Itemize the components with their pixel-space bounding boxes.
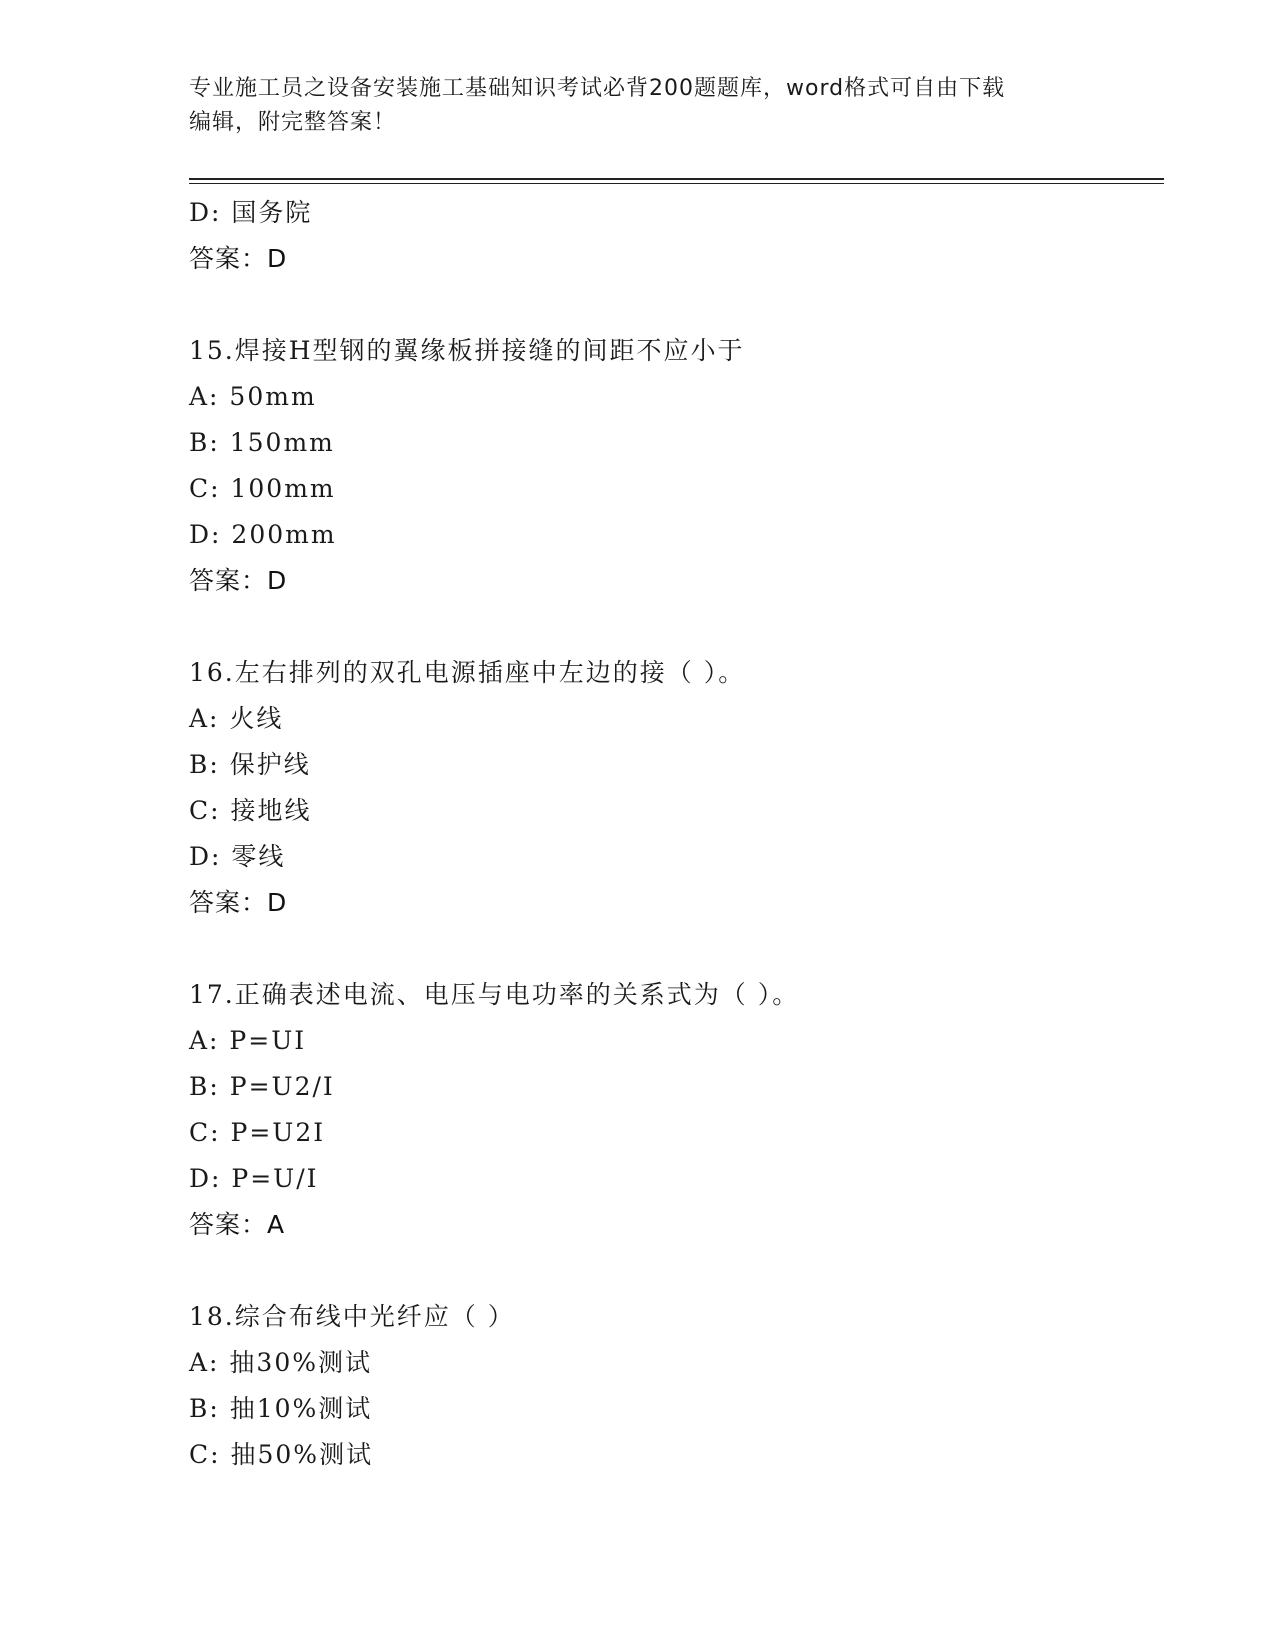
- option-c: C: 抽50%测试: [189, 1440, 374, 1469]
- question-18: [189, 1294, 1164, 1478]
- option-a: A: 抽30%测试: [189, 1348, 372, 1377]
- header-title-line-2: 编辑，附完整答案！: [189, 110, 397, 135]
- option-a: A: 50mm: [189, 382, 317, 411]
- question-17: [189, 972, 1164, 1248]
- question-15: [189, 328, 1164, 604]
- header-divider-thin: [189, 183, 1164, 184]
- option-b: B: 抽10%测试: [189, 1394, 373, 1423]
- option-c: C: 接地线: [189, 796, 312, 825]
- question-list: [189, 190, 1164, 1478]
- option-b: B: 150mm: [189, 428, 335, 457]
- question-stem: 17.正确表述电流、电压与电功率的关系式为（ ）。: [189, 980, 800, 1009]
- option-b: B: P=U2/I: [189, 1072, 335, 1101]
- answer-line: 答案：D: [189, 888, 288, 917]
- header-title-line-1: 专业施工员之设备安装施工基础知识考试必背200题题库，word格式可自由下载: [189, 76, 1006, 101]
- answer-line: 答案：D: [189, 244, 288, 273]
- option-c: C: P=U2I: [189, 1118, 326, 1147]
- question-stem: 18.综合布线中光纤应（ ）: [189, 1302, 515, 1331]
- option-a: A: P=UI: [189, 1026, 307, 1055]
- question-stem: 15.焊接H型钢的翼缘板拼接缝的间距不应小于: [189, 336, 745, 365]
- option-d: D: 200mm: [189, 520, 337, 549]
- option-d: D: 零线: [189, 842, 286, 871]
- question-stem: 16.左右排列的双孔电源插座中左边的接（ ）。: [189, 658, 746, 687]
- answer-line: 答案：D: [189, 566, 288, 595]
- answer-line: 答案：A: [189, 1210, 286, 1239]
- option-d: D: P=U/I: [189, 1164, 319, 1193]
- document-header: [189, 72, 1089, 140]
- option-d: D: 国务院: [189, 198, 313, 227]
- carryover-block: [189, 190, 1164, 282]
- option-c: C: 100mm: [189, 474, 336, 503]
- option-b: B: 保护线: [189, 750, 311, 779]
- option-a: A: 火线: [189, 704, 284, 733]
- question-16: [189, 650, 1164, 926]
- header-divider: [189, 178, 1164, 180]
